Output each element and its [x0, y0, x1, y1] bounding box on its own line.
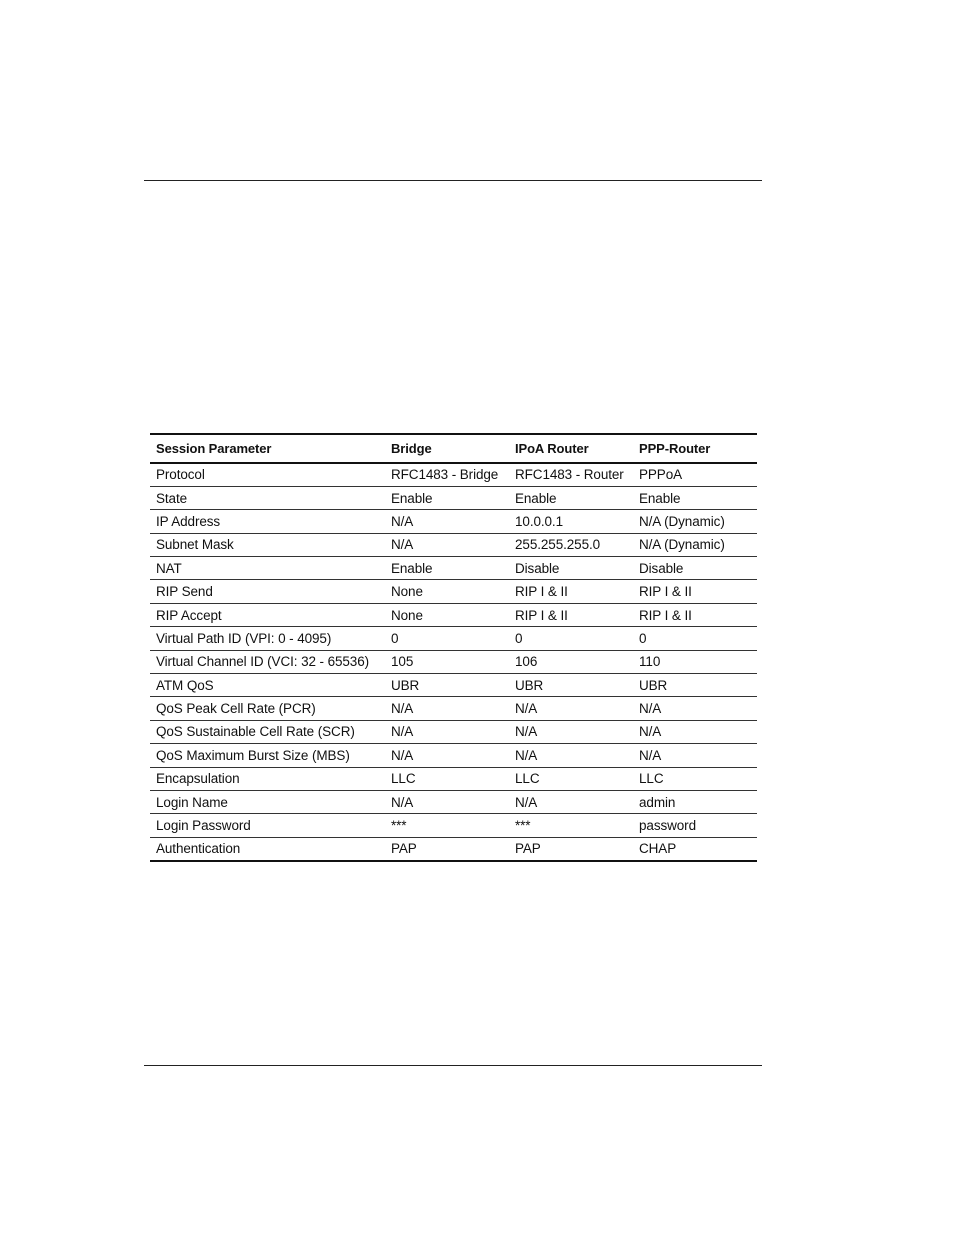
parameter-value-cell: UBR: [639, 677, 668, 693]
parameter-value-cell: N/A (Dynamic): [639, 513, 725, 529]
parameter-value-cell: Enable: [391, 560, 433, 576]
parameter-value-cell: Enable: [639, 490, 681, 506]
parameter-value-cell: N/A: [391, 701, 414, 717]
column-header-ppp-router: PPP-Router: [639, 441, 711, 456]
parameter-value-cell: PAP: [515, 841, 541, 857]
table-row: [150, 790, 757, 813]
column-header-bridge: Bridge: [391, 441, 432, 456]
parameter-value-cell: RIP I & II: [639, 584, 692, 600]
parameter-value-cell: None: [391, 607, 423, 623]
parameter-value-cell: CHAP: [639, 841, 677, 857]
parameter-name-cell: Login Name: [156, 794, 228, 810]
parameter-value-cell: PAP: [391, 841, 417, 857]
parameter-value-cell: Enable: [515, 490, 557, 506]
parameter-value-cell: LLC: [391, 771, 416, 787]
table-row: [150, 744, 757, 767]
parameter-name-cell: NAT: [156, 560, 182, 576]
parameter-value-cell: RIP I & II: [639, 607, 692, 623]
parameter-value-cell: N/A: [515, 747, 538, 763]
parameter-value-cell: N/A (Dynamic): [639, 537, 725, 553]
table-row: [150, 837, 757, 860]
table-row: [150, 533, 757, 556]
parameter-value-cell: N/A: [639, 747, 662, 763]
parameter-value-cell: password: [639, 818, 696, 834]
parameter-value-cell: PPPoA: [639, 467, 683, 483]
parameter-value-cell: 110: [639, 654, 661, 670]
table-row: [150, 767, 757, 790]
parameter-value-cell: 105: [391, 654, 414, 670]
header-rule: [144, 180, 762, 181]
parameter-name-cell: Subnet Mask: [156, 537, 234, 553]
parameter-value-cell: RIP I & II: [515, 584, 568, 600]
parameter-name-cell: IP Address: [156, 513, 221, 529]
parameter-value-cell: N/A: [391, 537, 414, 553]
parameter-name-cell: QoS Peak Cell Rate (PCR): [156, 701, 316, 717]
parameter-value-cell: UBR: [391, 677, 420, 693]
table-row: [150, 697, 757, 720]
parameter-name-cell: Protocol: [156, 467, 205, 483]
table-row: [150, 650, 757, 673]
parameter-value-cell: 0: [391, 630, 399, 646]
parameter-value-cell: admin: [639, 794, 676, 810]
parameter-value-cell: RFC1483 - Bridge: [391, 467, 499, 483]
session-parameter-table: [150, 433, 757, 862]
table-header-row: [150, 434, 757, 463]
parameter-value-cell: Enable: [391, 490, 433, 506]
session-parameter-table-container: [150, 433, 757, 862]
parameter-value-cell: N/A: [515, 794, 538, 810]
table-row: [150, 557, 757, 580]
parameter-value-cell: N/A: [515, 701, 538, 717]
parameter-value-cell: ***: [391, 818, 407, 834]
parameter-name-cell: Authentication: [156, 841, 241, 857]
parameter-value-cell: 10.0.0.1: [515, 513, 563, 529]
table-row: [150, 603, 757, 626]
parameter-name-cell: Login Password: [156, 818, 251, 834]
parameter-value-cell: N/A: [391, 513, 414, 529]
parameter-name-cell: Encapsulation: [156, 771, 240, 787]
parameter-name-cell: QoS Maximum Burst Size (MBS): [156, 747, 350, 763]
parameter-value-cell: Disable: [515, 560, 560, 576]
parameter-name-cell: RIP Accept: [156, 607, 222, 623]
parameter-name-cell: ATM QoS: [156, 677, 214, 693]
column-header-session-parameter: Session Parameter: [156, 441, 272, 456]
parameter-value-cell: ***: [515, 818, 531, 834]
parameter-value-cell: LLC: [515, 771, 540, 787]
parameter-value-cell: 255.255.255.0: [515, 537, 601, 553]
parameter-value-cell: N/A: [391, 724, 414, 740]
parameter-value-cell: N/A: [391, 794, 414, 810]
parameter-value-cell: N/A: [515, 724, 538, 740]
parameter-name-cell: QoS Sustainable Cell Rate (SCR): [156, 724, 355, 740]
footer-rule: [144, 1065, 762, 1066]
parameter-name-cell: Virtual Path ID (VPI: 0 - 4095): [156, 630, 332, 646]
parameter-value-cell: Disable: [639, 560, 684, 576]
parameter-value-cell: UBR: [515, 677, 544, 693]
parameter-value-cell: N/A: [391, 747, 414, 763]
parameter-value-cell: RFC1483 - Router: [515, 467, 624, 483]
table-row: [150, 463, 757, 486]
parameter-value-cell: None: [391, 584, 423, 600]
parameter-value-cell: 106: [515, 654, 538, 670]
table-row: [150, 674, 757, 697]
table-body: [150, 463, 757, 861]
table-row: [150, 580, 757, 603]
parameter-value-cell: 0: [515, 630, 523, 646]
column-header-ipoa-router: IPoA Router: [515, 441, 589, 456]
table-row: [150, 510, 757, 533]
table-row: [150, 814, 757, 837]
parameter-name-cell: State: [156, 490, 188, 506]
parameter-value-cell: RIP I & II: [515, 607, 568, 623]
parameter-value-cell: N/A: [639, 701, 662, 717]
parameter-value-cell: N/A: [639, 724, 662, 740]
table-row: [150, 486, 757, 509]
parameter-name-cell: Virtual Channel ID (VCI: 32 - 65536): [156, 654, 370, 670]
parameter-name-cell: RIP Send: [156, 584, 213, 600]
table-row: [150, 720, 757, 743]
parameter-value-cell: LLC: [639, 771, 664, 787]
table-row: [150, 627, 757, 650]
parameter-value-cell: 0: [639, 630, 647, 646]
